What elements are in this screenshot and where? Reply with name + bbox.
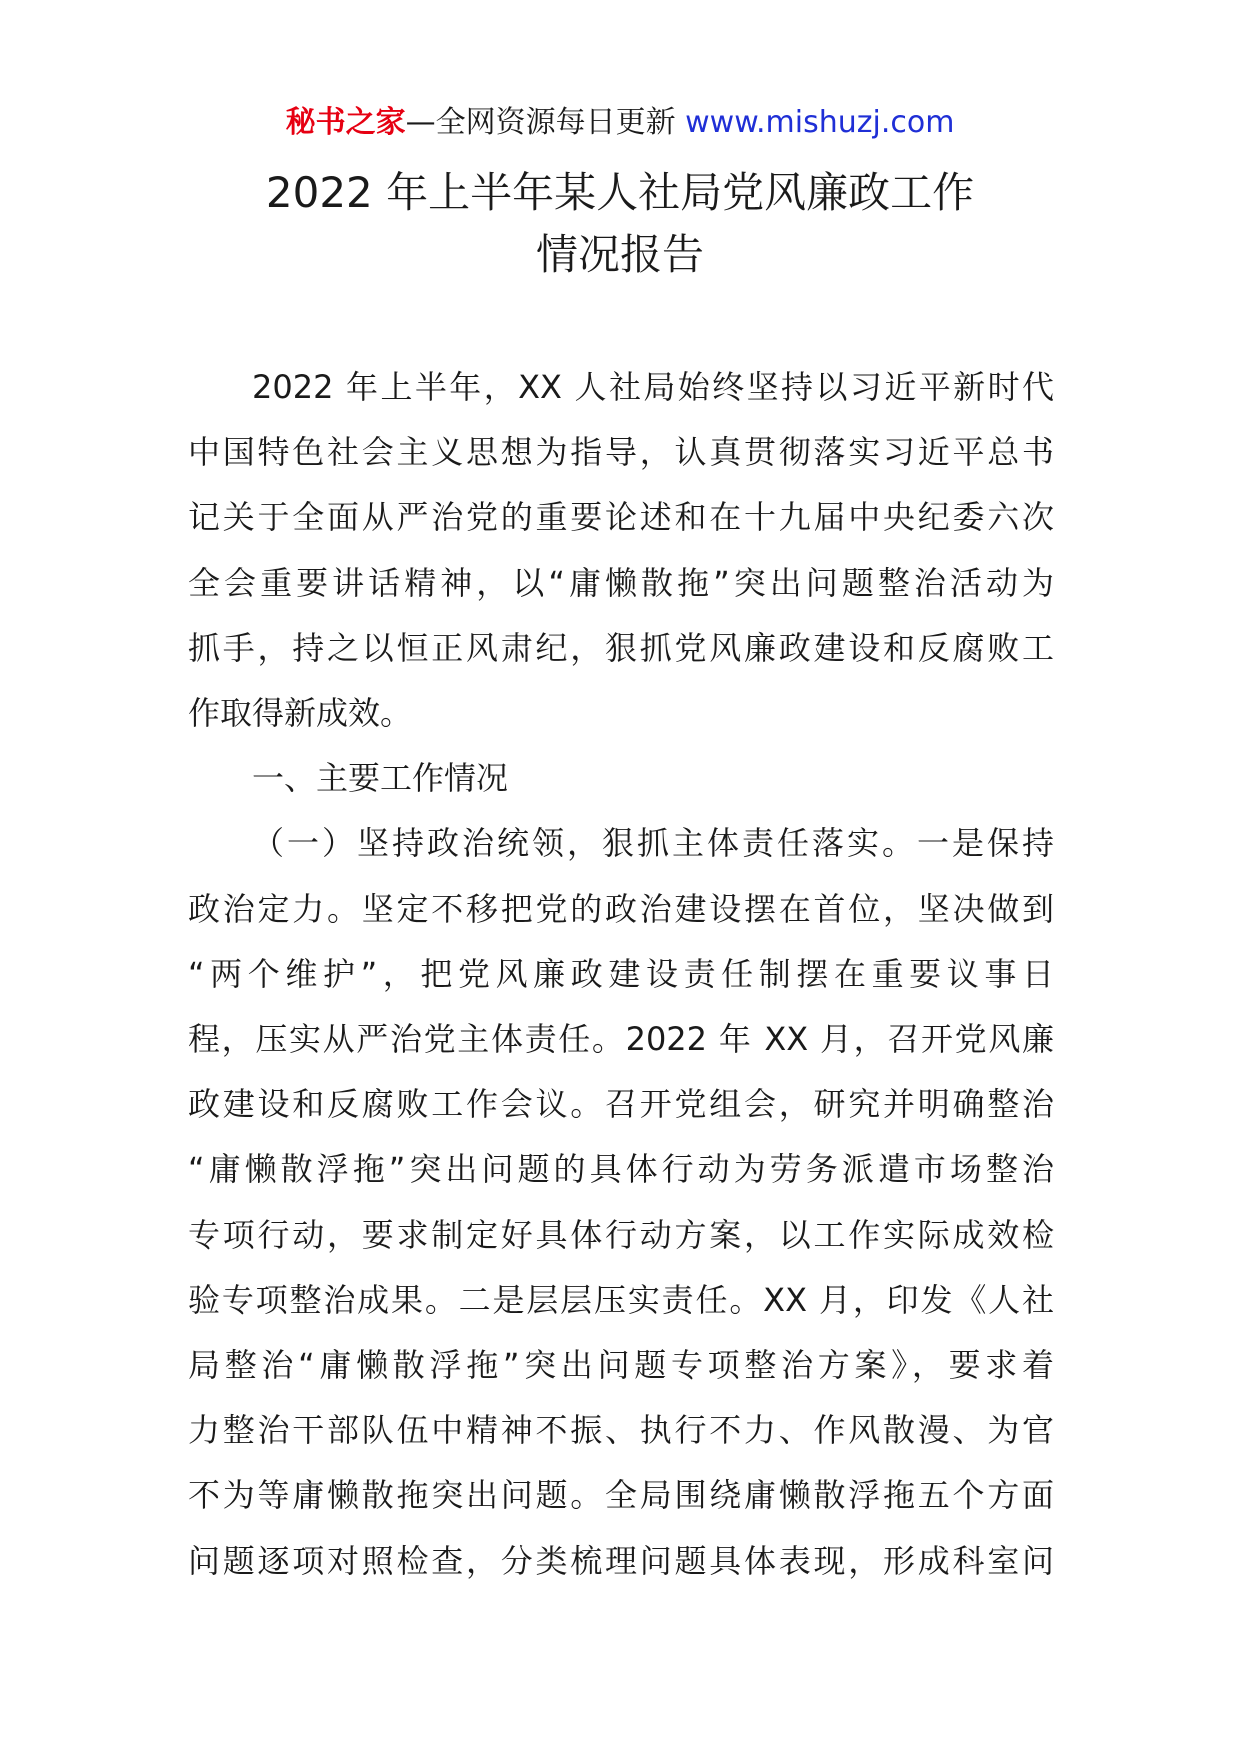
text-line: 程，压实从严治党主体责任。2022 年 XX 月，召开党风廉: [188, 1020, 1054, 1059]
document-title: [0, 162, 1240, 286]
text-line: 政治定力。坚定不移把党的政治建设摆在首位，坚决做到: [188, 889, 1054, 928]
text-line: 全会重要讲话精神，以“庸懒散拖”突出问题整治活动为: [188, 563, 1054, 602]
paragraph-intro: [188, 355, 1054, 746]
site-header: [0, 101, 1240, 145]
text-line: 局整治“庸懒散浮拖”突出问题专项整治方案》，要求着: [188, 1346, 1054, 1385]
brand-name: 秘书之家: [285, 105, 406, 140]
text-line: “庸懒散浮拖”突出问题的具体行动为劳务派遣市场整治: [188, 1150, 1054, 1189]
site-url-link[interactable]: www.mishuzj.com: [685, 105, 955, 140]
text-line: 2022 年上半年，XX 人社局始终坚持以习近平新时代: [252, 368, 1054, 406]
heading-text: 一、主要工作情况: [252, 759, 509, 798]
document-body: [188, 355, 1054, 1594]
text-line: 作取得新成效。: [188, 694, 413, 733]
header-tagline: —全网资源每日更新: [405, 105, 676, 140]
text-line: （一）坚持政治统领，狠抓主体责任落实。一是保持: [252, 824, 1054, 863]
text-line: 抓手，持之以恒正风肃纪，狠抓党风廉政建设和反腐败工: [188, 628, 1054, 667]
text-line: 验专项整治成果。二是层层压实责任。XX 月，印发《人社: [188, 1280, 1054, 1319]
text-line: 记关于全面从严治党的重要论述和在十九届中央纪委六次: [188, 498, 1054, 537]
text-line: “两个维护”，把党风廉政建设责任制摆在重要议事日: [188, 954, 1054, 993]
section-heading: [188, 746, 1054, 811]
text-line: 专项行动，要求制定好具体行动方案，以工作实际成效检: [188, 1215, 1054, 1254]
text-line: 中国特色社会主义思想为指导，认真贯彻落实习近平总书: [188, 433, 1054, 472]
title-line-1: 2022 年上半年某人社局党风廉政工作: [265, 168, 975, 217]
text-line: 问题逐项对照检查，分类梳理问题具体表现，形成科室问: [188, 1541, 1054, 1580]
text-line: 力整治干部队伍中精神不振、执行不力、作风散漫、为官: [188, 1411, 1054, 1450]
paragraph-section-1: [188, 811, 1054, 1593]
title-line-2: 情况报告: [535, 230, 704, 279]
text-line: 不为等庸懒散拖突出问题。全局围绕庸懒散浮拖五个方面: [188, 1476, 1054, 1515]
text-line: 政建设和反腐败工作会议。召开党组会，研究并明确整治: [188, 1085, 1054, 1124]
